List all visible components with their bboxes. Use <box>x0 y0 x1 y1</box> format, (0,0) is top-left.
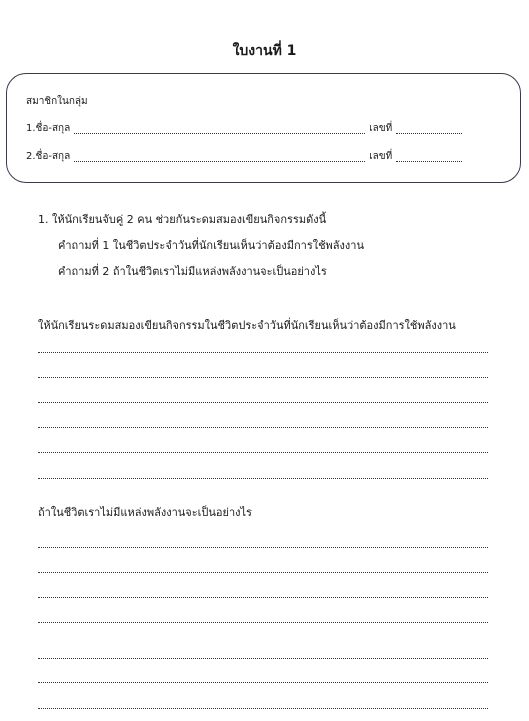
question-1: คำถามที่ 1 ในชีวิตประจำวันที่นักเรียนเห็นว่าต้องมีการใช้พลังงาน <box>58 239 364 252</box>
answer-line[interactable] <box>38 708 488 709</box>
member-2-number-field[interactable] <box>396 151 462 162</box>
answer-line[interactable] <box>38 402 488 403</box>
member-row-1 <box>26 122 472 136</box>
member-2-name-label: 2.ชื่อ-สกุล <box>26 151 71 162</box>
member-2-name-field[interactable] <box>74 151 365 162</box>
answer-line[interactable] <box>38 427 488 428</box>
member-1-number-label: เลขที่ <box>369 123 393 134</box>
answer-line[interactable] <box>38 658 488 659</box>
member-1-name-field[interactable] <box>74 123 365 134</box>
answer-line[interactable] <box>38 547 488 548</box>
question-2: คำถามที่ 2 ถ้าในชีวิตเราไม่มีแหล่งพลังงานจะเป็นอย่างไร <box>58 265 327 278</box>
answer-line[interactable] <box>38 597 488 598</box>
group-members-heading: สมาชิกในกลุ่ม <box>26 96 88 107</box>
section-2-heading: ถ้าในชีวิตเราไม่มีแหล่งพลังงานจะเป็นอย่างไร <box>38 506 252 519</box>
member-2-number-label: เลขที่ <box>369 151 393 162</box>
answer-line[interactable] <box>38 352 488 353</box>
member-1-number-field[interactable] <box>396 123 462 134</box>
worksheet-title: ใบงานที่ 1 <box>232 43 297 59</box>
group-members-box <box>6 73 521 183</box>
answer-line[interactable] <box>38 377 488 378</box>
member-1-name-label: 1.ชื่อ-สกุล <box>26 123 71 134</box>
instruction-item: 1. ให้นักเรียนจับคู่ 2 คน ช่วยกันระดมสมองเขียนกิจกรรมดังนี้ <box>38 213 327 226</box>
answer-line[interactable] <box>38 572 488 573</box>
answer-line[interactable] <box>38 452 488 453</box>
answer-line[interactable] <box>38 622 488 623</box>
answer-line[interactable] <box>38 682 488 683</box>
section-1-heading: ให้นักเรียนระดมสมองเขียนกิจกรรมในชีวิตประจำวันที่นักเรียนเห็นว่าต้องมีการใช้พลังงาน <box>38 319 456 332</box>
member-row-2 <box>26 150 472 164</box>
answer-line[interactable] <box>38 478 488 479</box>
